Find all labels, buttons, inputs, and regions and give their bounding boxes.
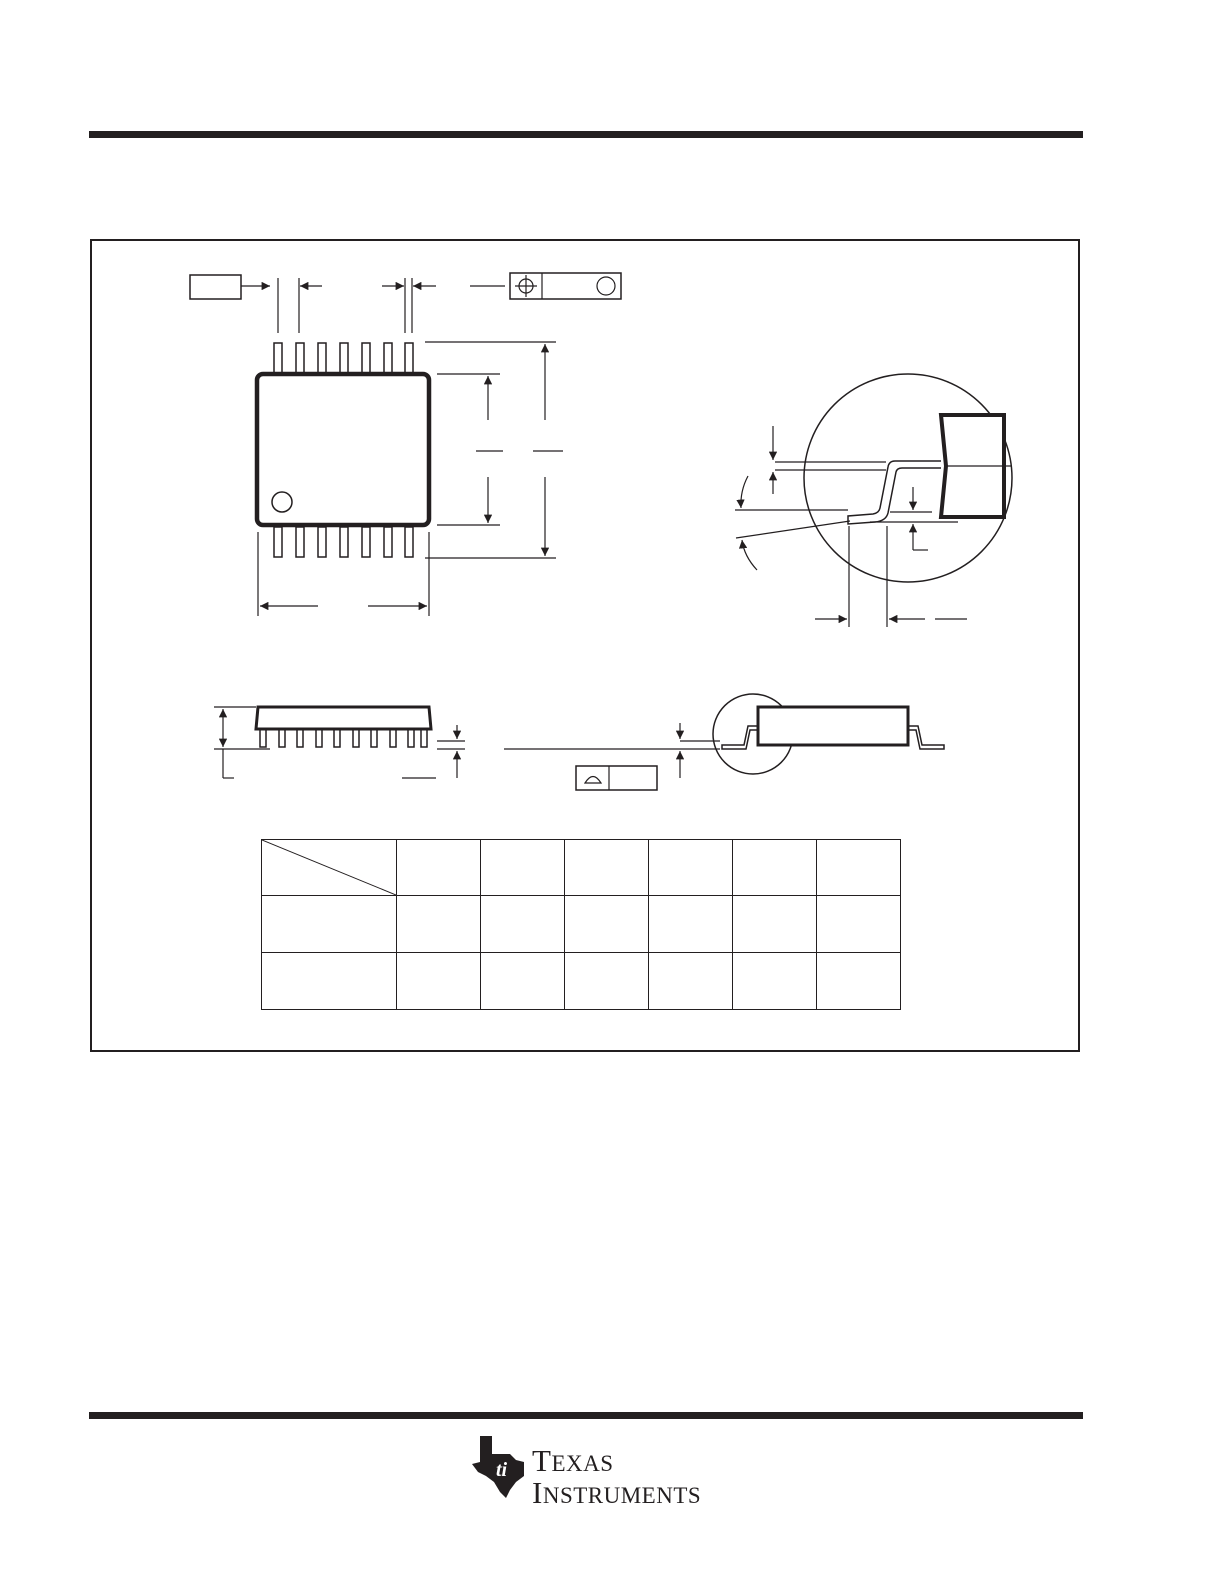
detail-view — [735, 374, 1012, 627]
side-view — [504, 694, 944, 790]
bottom-rule — [89, 1412, 1083, 1419]
table-corner-cell — [262, 840, 397, 896]
table-header-row — [262, 840, 901, 896]
table-cell — [397, 840, 481, 896]
table-cell — [817, 953, 901, 1010]
table-cell — [649, 840, 733, 896]
table-cell — [397, 953, 481, 1010]
table-cell — [565, 896, 649, 953]
table-row — [262, 953, 901, 1010]
pins-bottom — [274, 527, 413, 557]
table-cell — [733, 896, 817, 953]
logo-line-2: INSTRUMENTS — [532, 1475, 702, 1510]
table-cell — [481, 953, 565, 1010]
texas-state-icon — [470, 1432, 528, 1502]
table-cell — [649, 896, 733, 953]
table-cell — [481, 896, 565, 953]
diagonal-line — [262, 840, 396, 895]
table-cell — [262, 953, 397, 1010]
table-cell — [565, 953, 649, 1010]
logo-wordmark — [532, 1443, 702, 1512]
table-cell — [649, 953, 733, 1010]
pins-top — [274, 343, 413, 373]
table-cell — [481, 840, 565, 896]
end-view — [214, 707, 465, 778]
table-cell — [817, 840, 901, 896]
pin1-marker — [272, 492, 292, 512]
dimension-table — [261, 839, 901, 1010]
table-cell — [565, 840, 649, 896]
top-view — [190, 273, 621, 616]
svg-text:ti: ti — [496, 1459, 508, 1481]
package-body — [257, 374, 429, 525]
logo-line-1: TEXAS — [532, 1443, 614, 1478]
table-cell — [817, 896, 901, 953]
table-row — [262, 896, 901, 953]
texas-instruments-logo — [470, 1428, 702, 1510]
table-cell — [397, 896, 481, 953]
table-cell — [262, 896, 397, 953]
table-cell — [733, 840, 817, 896]
table-cell — [733, 953, 817, 1010]
